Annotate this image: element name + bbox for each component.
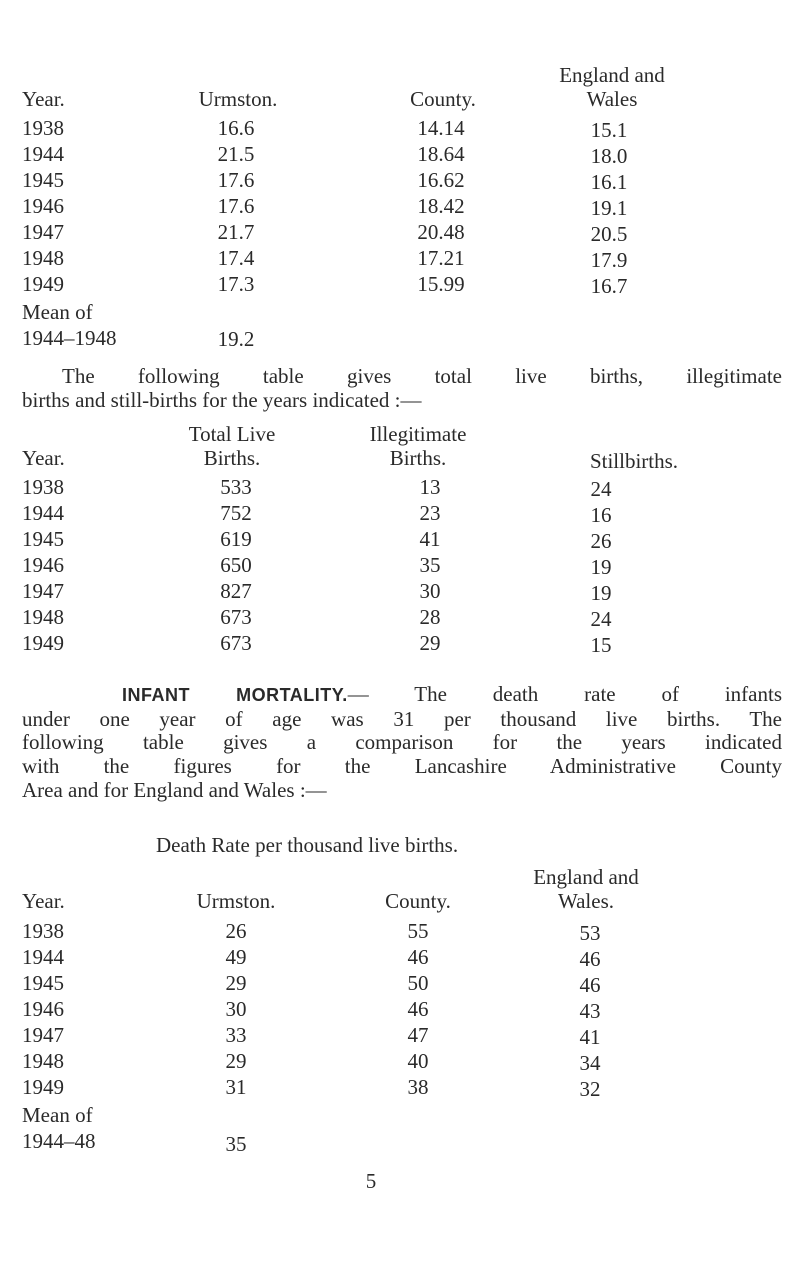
infant-line1-rest: — The death rate of infants [347,682,782,706]
table3-mean-label-line1: Mean of [22,1103,93,1127]
table1-mean-label-line2: 1944–1948 [22,326,117,350]
table1-year-cell: 1945 [22,168,64,192]
table3-county-cell: 50 [407,971,429,995]
table2-stillbirths-cell: 15 [590,633,612,657]
table2-header-total-line2: Births. [203,446,261,470]
table2-header-illegitimate-line1: Illegitimate [369,422,467,446]
table3-county-cell: 55 [407,919,429,943]
table1-urmston-cell: 17.6 [217,194,255,218]
table2-illegitimate-cell: 29 [419,631,441,655]
table2-illegitimate-cell: 41 [419,527,441,551]
table1-urmston-cell: 17.4 [217,246,255,270]
intro-line: births and still-births for the years indicated :— [22,387,422,412]
table3-year-cell: 1947 [22,1023,64,1047]
table2-illegitimate-cell: 23 [419,501,441,525]
table2-header-total-line1: Total Live [188,422,276,446]
table2-year-cell: 1948 [22,605,64,629]
table1-urmston-cell: 16.6 [217,116,255,140]
table2-year-cell: 1949 [22,631,64,655]
table3-header-urmston: Urmston. [196,889,276,913]
table3-county-cell: 46 [407,997,429,1021]
table2-header-year: Year. [22,446,65,470]
table2-year-cell: 1938 [22,475,64,499]
table2-stillbirths-cell: 24 [590,477,612,501]
table3-urmston-cell: 33 [225,1023,247,1047]
table1-england-cell: 18.0 [590,144,628,168]
table2-stillbirths-cell: 24 [590,607,612,631]
table1-england-cell: 20.5 [590,222,628,246]
table1-england-cell: 16.7 [590,274,628,298]
table3-caption: Death Rate per thousand live births. [156,833,459,857]
table3-county-cell: 47 [407,1023,429,1047]
table1-county-cell: 18.42 [417,194,465,218]
table3-england-cell: 46 [579,947,601,971]
table2-total-cell: 650 [220,553,252,577]
table1-year-cell: 1948 [22,246,64,270]
table3-urmston-cell: 29 [225,971,247,995]
table1-urmston-cell: 21.5 [217,142,255,166]
intro-line: The following table gives total live births, illegitimate [62,364,782,388]
infant-line: with the figures for the Lancashire Administrative County [22,754,782,779]
table2-illegitimate-cell: 28 [419,605,441,629]
table3-england-cell: 43 [579,999,601,1023]
table2-header-stillbirths: Stillbirths. [589,449,679,473]
table1-county-cell: 16.62 [417,168,465,192]
table3-year-cell: 1948 [22,1049,64,1073]
table3-header-county: County. [385,889,451,913]
table3-mean-urmston: 35 [225,1132,247,1156]
table3-year-cell: 1938 [22,919,64,943]
table1-year-cell: 1949 [22,272,64,296]
infant-line [22,683,782,708]
table3-year-cell: 1946 [22,997,64,1021]
table2-total-cell: 673 [220,631,252,655]
table1-county-cell: 17.21 [417,246,465,270]
table1-mean-urmston: 19.2 [217,327,255,351]
infant-line: following table gives a comparison for the years indicated [22,730,782,755]
intro-paragraph [22,365,782,412]
table3-urmston-cell: 29 [225,1049,247,1073]
table2-year-cell: 1947 [22,579,64,603]
table3-header-england-line1: England and [533,865,639,889]
table2-illegitimate-cell: 35 [419,553,441,577]
table1-year-cell: 1944 [22,142,64,166]
table3-year-cell: 1949 [22,1075,64,1099]
table3-year-cell: 1944 [22,945,64,969]
table3-mean-label-line2: 1944–48 [22,1129,96,1153]
table1-header-urmston: Urmston. [198,87,278,111]
table2-total-cell: 619 [220,527,252,551]
table2-year-cell: 1945 [22,527,64,551]
table3-urmston-cell: 49 [225,945,247,969]
table2-year-cell: 1944 [22,501,64,525]
table1-county-cell: 20.48 [417,220,465,244]
table3-urmston-cell: 26 [225,919,247,943]
table1-county-cell: 18.64 [417,142,465,166]
infant-mortality-heading: INFANT MORTALITY. [122,685,348,705]
infant-line: Area and for England and Wales :— [22,777,327,802]
page-number: 5 [365,1169,377,1193]
table3-county-cell: 46 [407,945,429,969]
table1-urmston-cell: 17.6 [217,168,255,192]
table1-urmston-cell: 21.7 [217,220,255,244]
table1-year-cell: 1938 [22,116,64,140]
table3-england-cell: 53 [579,921,601,945]
table2-stillbirths-cell: 19 [590,555,612,579]
table2-illegitimate-cell: 30 [419,579,441,603]
table1-england-cell: 16.1 [590,170,628,194]
table3-england-cell: 41 [579,1025,601,1049]
table2-stillbirths-cell: 19 [590,581,612,605]
table1-england-cell: 17.9 [590,248,628,272]
table2-header-illegitimate-line2: Births. [389,446,447,470]
table3-header-year: Year. [22,889,65,913]
table1-england-cell: 15.1 [590,118,628,142]
table1-header-england-line2: Wales [586,87,638,111]
table1-county-cell: 15.99 [417,272,465,296]
table3-england-cell: 32 [579,1077,601,1101]
table3-county-cell: 38 [407,1075,429,1099]
table1-year-cell: 1947 [22,220,64,244]
table3-urmston-cell: 30 [225,997,247,1021]
infant-mortality-paragraph [22,683,782,803]
table3-year-cell: 1945 [22,971,64,995]
table2-total-cell: 673 [220,605,252,629]
table3-urmston-cell: 31 [225,1075,247,1099]
table2-illegitimate-cell: 13 [419,475,441,499]
table1-header-year: Year. [22,87,65,111]
table3-england-cell: 34 [579,1051,601,1075]
table3-county-cell: 40 [407,1049,429,1073]
table3-header-england-line2: Wales. [557,889,615,913]
table2-stillbirths-cell: 16 [590,503,612,527]
table2-year-cell: 1946 [22,553,64,577]
table3-england-cell: 46 [579,973,601,997]
table1-year-cell: 1946 [22,194,64,218]
table2-stillbirths-cell: 26 [590,529,612,553]
infant-line: under one year of age was 31 per thousand live births. The [22,706,782,731]
table1-header-county: County. [410,87,476,111]
table1-england-cell: 19.1 [590,196,628,220]
table2-total-cell: 827 [220,579,252,603]
table1-mean-label-line1: Mean of [22,300,93,324]
table2-total-cell: 533 [220,475,252,499]
table1-county-cell: 14.14 [417,116,465,140]
table1-urmston-cell: 17.3 [217,272,255,296]
table1-header-england-line1: England and [559,63,665,87]
table2-total-cell: 752 [220,501,252,525]
